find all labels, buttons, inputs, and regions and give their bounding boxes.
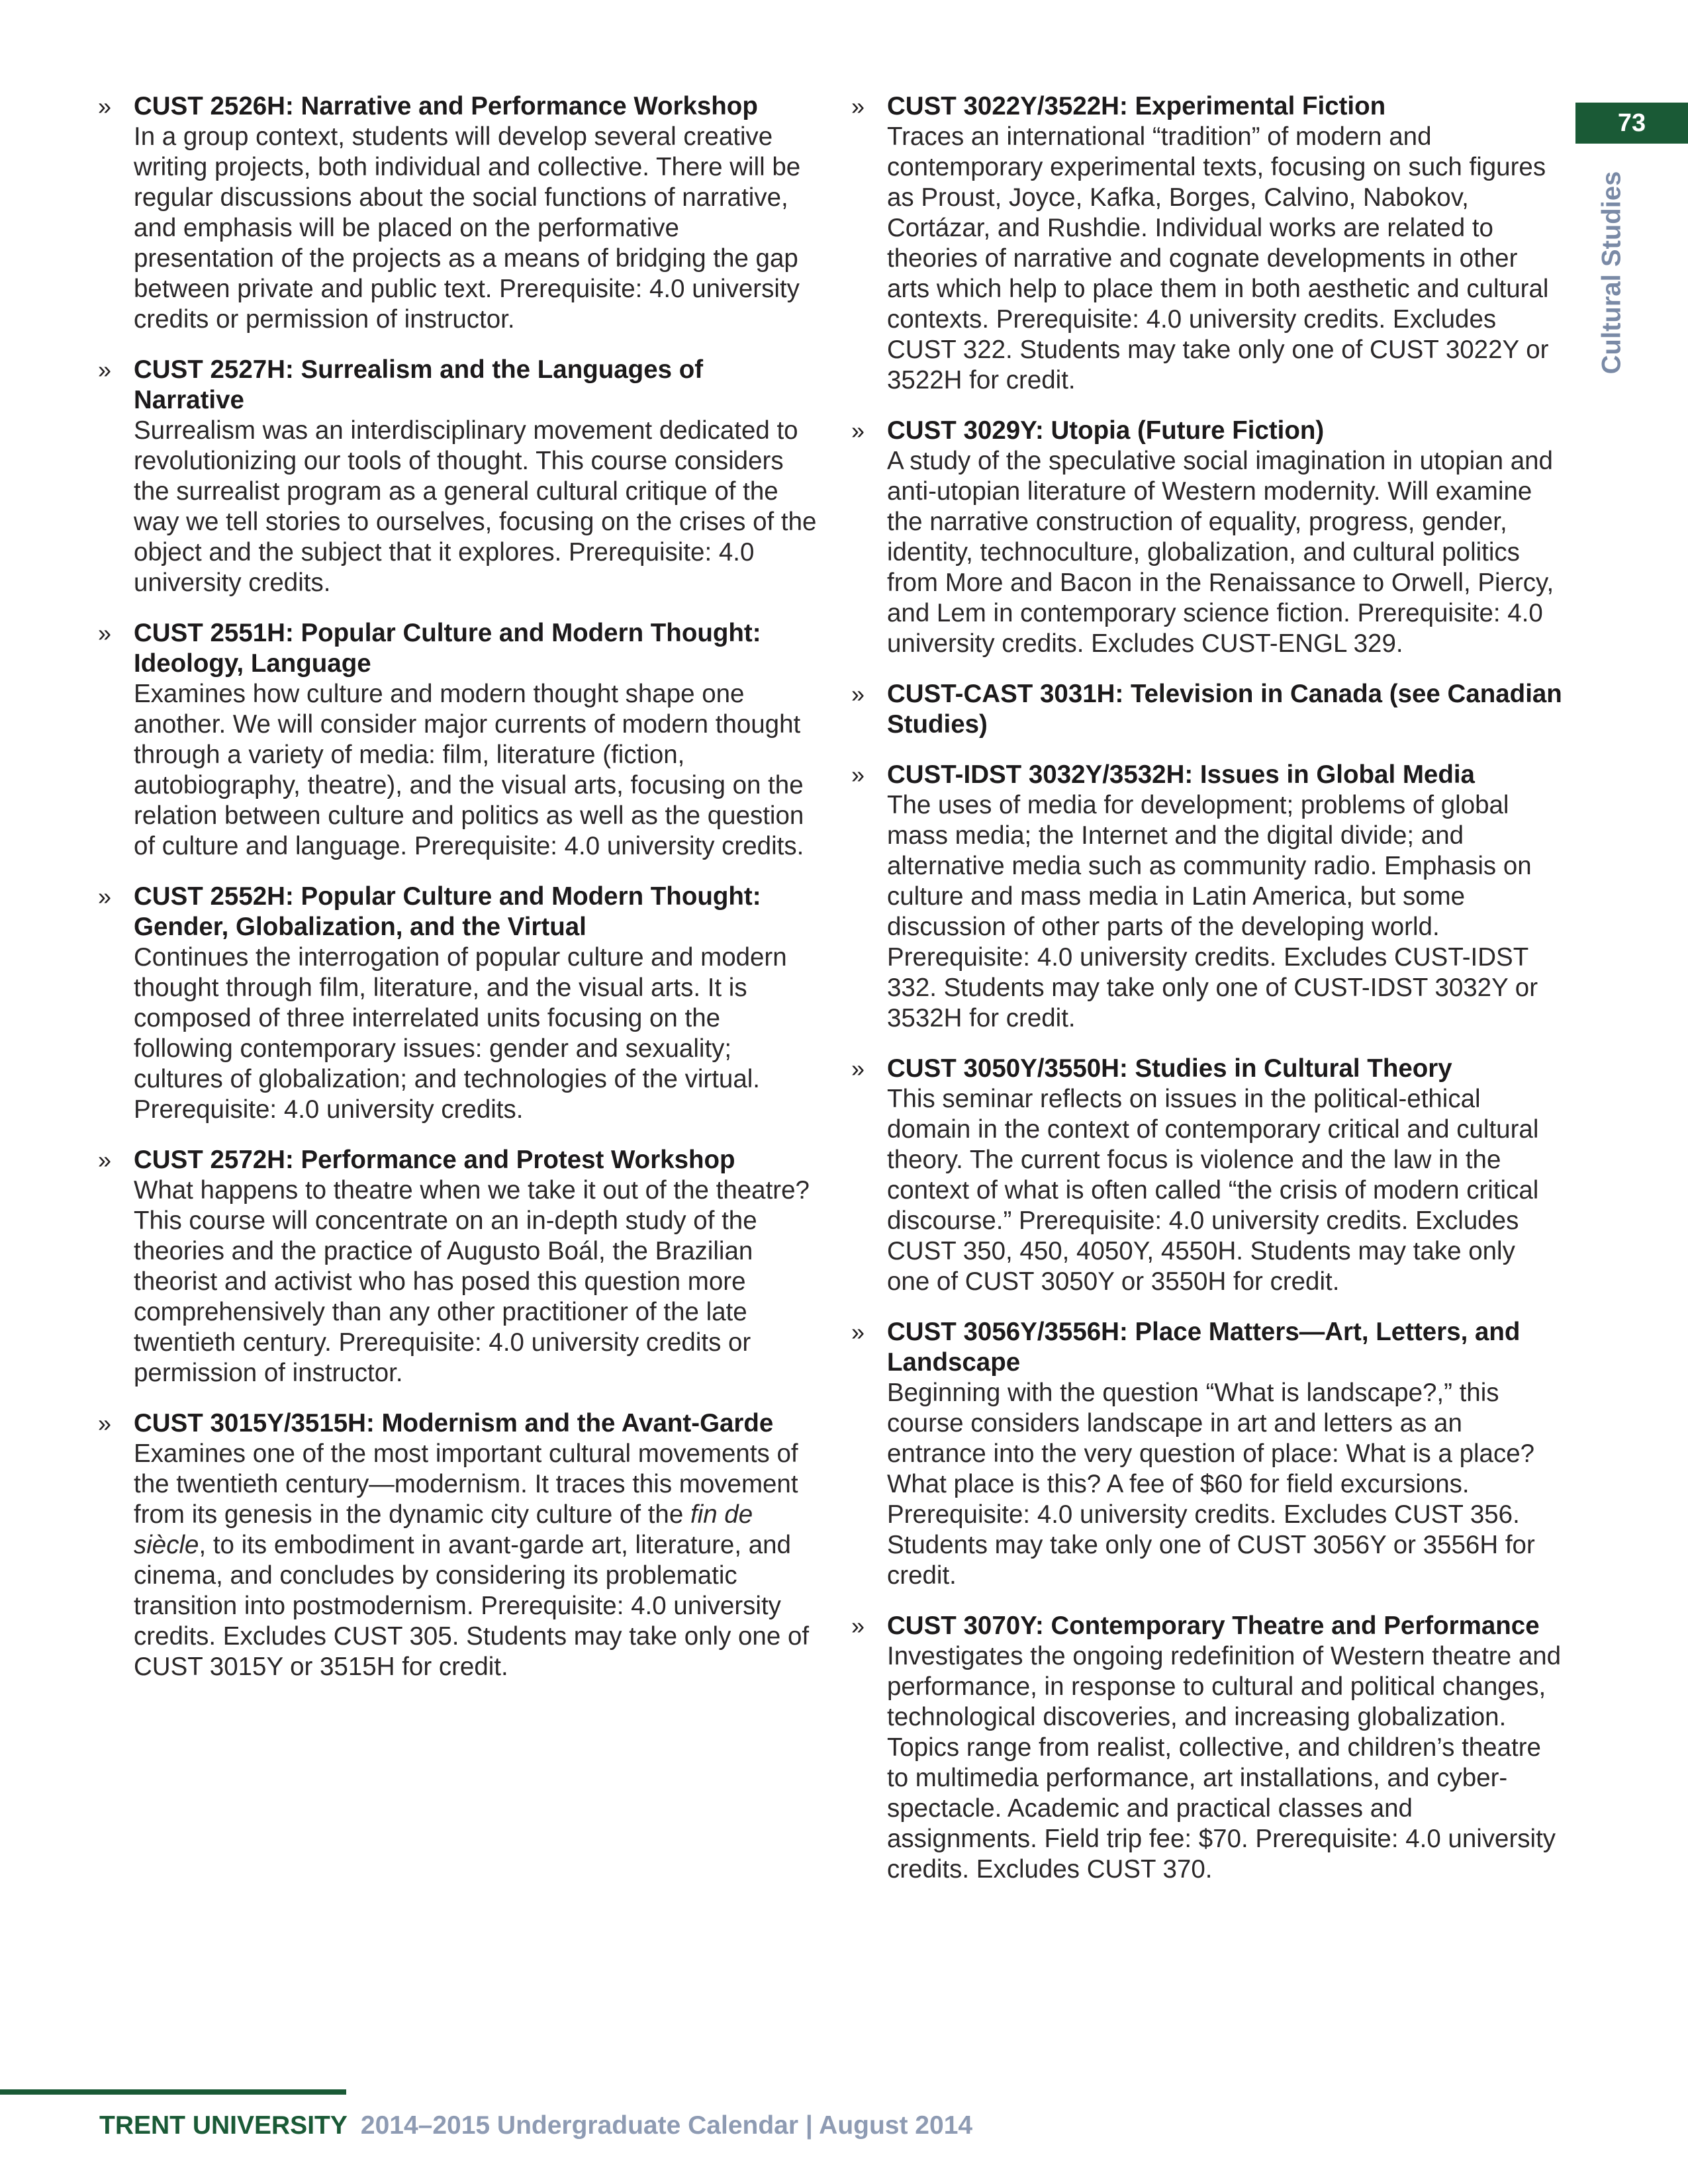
course-entry xyxy=(846,91,1564,396)
course-description: In a group context, students will develop several creative writing projects, both individual and collective. There will be regular discussions about the social functions of narrative, and emphasis will be placed on the performative presentation of the projects as a means of bridging the gap between private and public text. Prerequisite: 4.0 university credits or permission of instructor. xyxy=(134,122,801,334)
left-column xyxy=(93,91,818,1702)
course-title: CUST 2572H: Performance and Protest Workshop xyxy=(134,1146,735,1174)
course-description: Surrealism was an interdisciplinary movement dedicated to revolutionizing our tools of thought. This course considers the surrealist program as a general cultural critique of the way we tell stories to ourselves, focusing on the crises of the object and the subject that it explores. Prerequisite: 4.0 university credits. xyxy=(134,416,817,597)
course-title: CUST 2551H: Popular Culture and Modern Thought: Ideology, Language xyxy=(134,619,761,678)
right-column xyxy=(846,91,1564,1905)
course-description: Traces an international “tradition” of modern and contemporary experimental texts, focusing on such figures as Proust, Joyce, Kafka, Borges, Calvino, Nabokov, Cortázar, and Rushdie. Individual works are related to theories of narrative and cognate developments in other arts which help to place them in both aesthetic and cultural contexts. Prerequisite: 4.0 university credits. Excludes CUST 322. Students may take only one of CUST 3022Y or 3522H for credit. xyxy=(887,122,1549,394)
course-title: CUST-IDST 3032Y/3532H: Issues in Global Media xyxy=(887,760,1475,789)
course-entry xyxy=(846,760,1564,1034)
section-tab xyxy=(1585,167,1638,379)
course-title: CUST 2526H: Narrative and Performance Workshop xyxy=(134,92,758,120)
description-text: , to its embodiment in avant-garde art, literature, and cinema, and concludes by considering its problematic transition into postmodernism. Prerequisite: 4.0 university credits. Excludes CUST 305. Students may take only one of CUST 3015Y or 3515H for credit. xyxy=(134,1531,810,1681)
course-entry xyxy=(93,91,818,335)
footer-rule xyxy=(0,2089,346,2095)
course-description: Continues the interrogation of popular culture and modern thought through film, literature, and the visual arts. It is composed of three interrelated units focusing on the following contemporary issues: gender and sexuality; cultures of globalization; and technologies of the virtual. Prerequisite: 4.0 university credits. xyxy=(134,943,787,1124)
bullet-icon: » xyxy=(98,1146,112,1173)
course-description: This seminar reflects on issues in the political-ethical domain in the context of contemporary critical and cultural theory. The current focus is violence and the law in the context of what is often called “the crisis of modern critical discourse.” Prerequisite: 4.0 university credits. Excludes CUST 350, 450, 4050Y, 4550H. Students may take only one of CUST 3050Y or 3550H for credit. xyxy=(887,1085,1539,1296)
bullet-icon: » xyxy=(98,883,112,910)
bullet-icon: » xyxy=(851,1055,865,1082)
course-entry xyxy=(93,1145,818,1388)
bullet-icon: » xyxy=(851,1612,865,1639)
course-entry xyxy=(846,416,1564,659)
course-entry xyxy=(846,1611,1564,1885)
course-description xyxy=(134,1439,818,1682)
course-entry xyxy=(846,679,1564,740)
course-title: CUST 3070Y: Contemporary Theatre and Performance xyxy=(887,1612,1540,1640)
course-entry xyxy=(93,355,818,598)
bullet-icon: » xyxy=(851,1318,865,1345)
footer-university: TRENT UNIVERSITY xyxy=(99,2111,348,2140)
bullet-icon: » xyxy=(98,619,112,647)
course-entry xyxy=(846,1317,1564,1591)
bullet-icon: » xyxy=(98,356,112,383)
bullet-icon: » xyxy=(98,93,112,120)
course-entry xyxy=(846,1054,1564,1297)
bullet-icon: » xyxy=(851,93,865,120)
course-title: CUST 2527H: Surrealism and the Languages of Narrative xyxy=(134,355,704,414)
description-text: Examines one of the most important cultural movements of the twentieth century—modernism. It traces this movement from its genesis in the dynamic city culture of the xyxy=(134,1439,798,1529)
footer xyxy=(99,2111,972,2140)
course-title: CUST 3050Y/3550H: Studies in Cultural Theory xyxy=(887,1054,1452,1083)
course-title: CUST 2552H: Popular Culture and Modern Thought: Gender, Globalization, and the Virtual xyxy=(134,882,761,941)
course-entry xyxy=(93,882,818,1125)
course-title: CUST 3056Y/3556H: Place Matters—Art, Letters, and Landscape xyxy=(887,1318,1521,1377)
course-description: Examines how culture and modern thought shape one another. We will consider major currents of modern thought through a variety of media: film, literature (fiction, autobiography, theatre), and the visual arts, focusing on the relation between culture and politics as well as the question of culture and language. Prerequisite: 4.0 university credits. xyxy=(134,680,804,860)
course-description: The uses of media for development; problems of global mass media; the Internet and the digital divide; and alternative media such as community radio. Emphasis on culture and mass media in Latin America, but some discussion of other parts of the developing world. Prerequisite: 4.0 university credits. Excludes CUST-IDST 332. Students may take only one of CUST-IDST 3032Y or 3532H for credit. xyxy=(887,791,1538,1032)
course-description: Investigates the ongoing redefinition of Western theatre and performance, in response to cultural and political changes, technological discoveries, and increasing globalization. Topics range from realist, collective, and children’s theatre to multimedia performance, art installations, and cyber-spectacle. Academic and practical classes and assignments. Field trip fee: $70. Prerequisite: 4.0 university credits. Excludes CUST 370. xyxy=(887,1642,1562,1884)
course-entry xyxy=(93,1408,818,1682)
footer-calendar: 2014–2015 Undergraduate Calendar | August 2014 xyxy=(360,2111,973,2140)
course-title: CUST 3022Y/3522H: Experimental Fiction xyxy=(887,92,1386,120)
course-title: CUST-CAST 3031H: Television in Canada (see Canadian Studies) xyxy=(887,680,1562,739)
page-number: 73 xyxy=(1575,103,1688,144)
bullet-icon: » xyxy=(98,1410,112,1437)
bullet-icon: » xyxy=(851,761,865,788)
course-description: Beginning with the question “What is landscape?,” this course considers landscape in art and letters as an entrance into the very question of place: What is a place? What place is this? A fee of $60 for field excursions. Prerequisite: 4.0 university credits. Excludes CUST 356. Students may take only one of CUST 3056Y or 3556H for credit. xyxy=(887,1379,1535,1590)
course-entry xyxy=(93,618,818,862)
course-title: CUST 3015Y/3515H: Modernism and the Avant-Garde xyxy=(134,1409,774,1437)
section-title: Cultural Studies xyxy=(1597,171,1626,375)
bullet-icon: » xyxy=(851,417,865,444)
description-italic-term: fin de siècle xyxy=(134,1500,753,1559)
course-description: What happens to theatre when we take it out of the theatre? This course will concentrate on an in-depth study of the theories and the practice of Augusto Boál, the Brazilian theorist and activist who has posed this question more comprehensively than any other practitioner of the late twentieth century. Prerequisite: 4.0 university credits or permission of instructor. xyxy=(134,1176,810,1387)
course-description: A study of the speculative social imagination in utopian and anti-utopian literature of Western modernity. Will examine the narrative construction of equality, progress, gender, identity, technoculture, globalization, and cultural politics from More and Bacon in the Renaissance to Orwell, Piercy, and Lem in contemporary science fiction. Prerequisite: 4.0 university credits. Excludes CUST-ENGL 329. xyxy=(887,447,1554,658)
bullet-icon: » xyxy=(851,680,865,707)
course-title: CUST 3029Y: Utopia (Future Fiction) xyxy=(887,416,1325,445)
